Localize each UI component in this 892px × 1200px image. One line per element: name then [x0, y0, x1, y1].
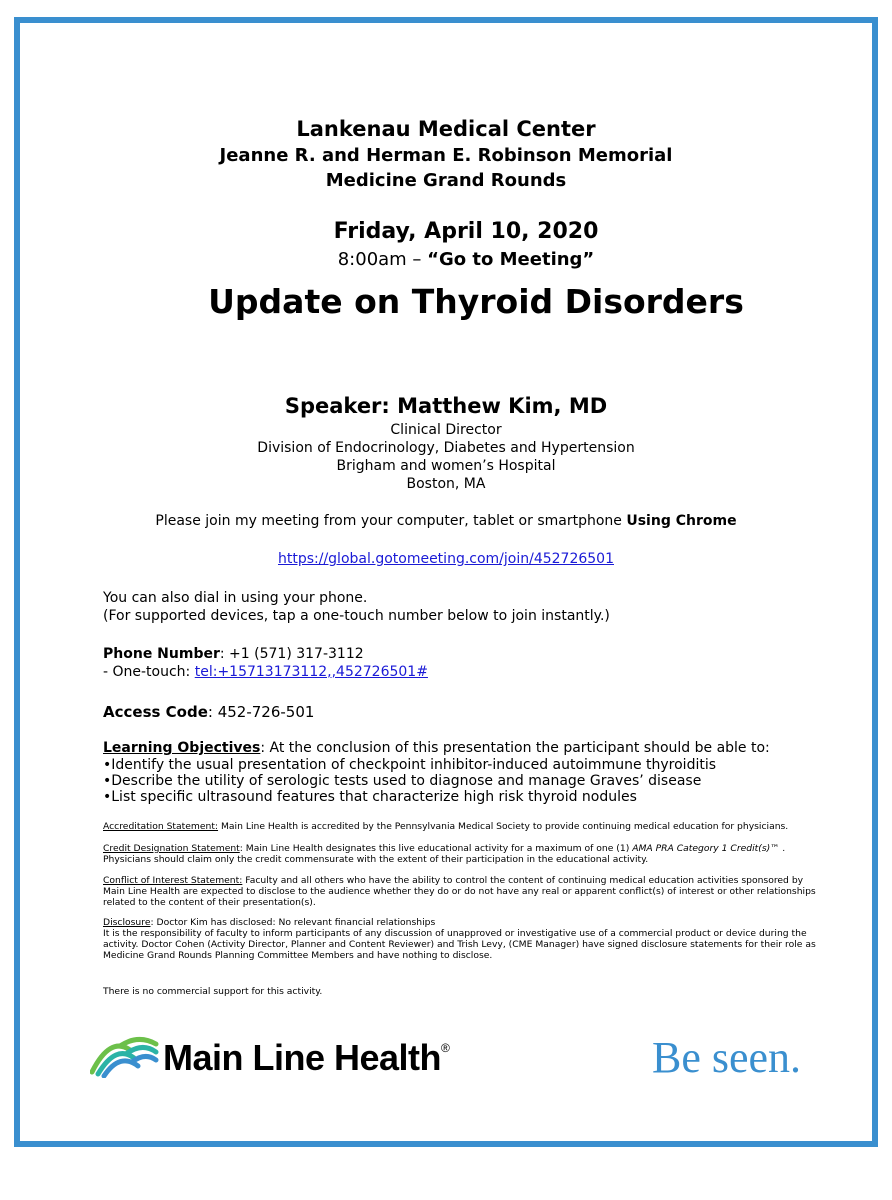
credit-label: Credit Designation Statement	[103, 843, 240, 854]
header-org: Lankenau Medical Center	[296, 117, 596, 141]
access-value: : 452-726-501	[207, 703, 315, 721]
accreditation-label: Accreditation Statement:	[103, 821, 219, 832]
disclosure-line-1: : Doctor Kim has disclosed: No relevant financial relationships	[150, 917, 436, 928]
header-series: Medicine Grand Rounds	[325, 170, 567, 191]
accreditation-statement	[103, 821, 788, 832]
disclosure-line-3: activity. Doctor Cohen (Activity Director, Planner and Content Reviewer) and Trish Levy, (CME Manager) have signed disclosure statements for their role as	[103, 939, 816, 950]
registered-mark: ®	[441, 1041, 450, 1055]
disclosure-label: Disclosure	[103, 917, 151, 928]
event-title: Update on Thyroid Disorders	[208, 282, 744, 321]
coi-line-1: Faculty and all others who have the ability to control the content of continuing medical education activities sponsored by	[242, 875, 804, 886]
credit-line-2: Physicians should claim only the credit commensurate with the extent of their participation in the educational activity.	[103, 854, 649, 865]
onetouch-link[interactable]: tel:+15713173112,,452726501#	[194, 664, 428, 680]
disclosure-statement	[103, 917, 816, 961]
credit-text-1: : Main Line Health designates this live educational activity for a maximum of one (1)	[239, 843, 633, 854]
phone-label: Phone Number	[103, 646, 220, 662]
dial-line-1: You can also dial in using your phone.	[103, 590, 368, 606]
event-date: Friday, April 10, 2020	[333, 219, 599, 244]
event-time: 8:00am –	[337, 249, 428, 270]
event-venue: “Go to Meeting”	[427, 249, 595, 270]
objectives-intro-line	[103, 740, 770, 756]
phone-value: : +1 (571) 317-3112	[219, 646, 364, 662]
accreditation-text: Main Line Health is accredited by the Pennsylvania Medical Society to provide continuing medical education for physicians.	[218, 821, 789, 832]
objective-item: •Describe the utility of serologic tests used to diagnose and manage Graves’ disease	[103, 773, 702, 789]
event-time-line	[20, 249, 892, 270]
coi-statement	[103, 875, 816, 908]
onetouch-label: - One-touch:	[103, 664, 195, 680]
speaker-division: Division of Endocrinology, Diabetes and Hypertension	[257, 440, 635, 456]
speaker-hospital: Brigham and women’s Hospital	[336, 458, 556, 474]
meeting-link[interactable]: https://global.gotomeeting.com/join/452726501	[277, 551, 614, 567]
join-instructions	[0, 513, 892, 529]
speaker-location: Boston, MA	[406, 476, 486, 492]
coi-label: Conflict of Interest Statement:	[103, 875, 243, 886]
onetouch-line	[103, 664, 428, 680]
dial-line-2: (For supported devices, tap a one-touch number below to join instantly.)	[103, 608, 610, 624]
credit-italic: AMA PRA Category 1 Credit(s)™	[632, 843, 780, 854]
main-line-health-logo-icon	[90, 1032, 160, 1078]
access-line	[103, 703, 314, 721]
speaker-heading: Speaker: Matthew Kim, MD	[284, 394, 608, 418]
coi-line-3: related to the content of their presentation(s).	[103, 897, 316, 908]
header-memorial: Jeanne R. and Herman E. Robinson Memorial	[219, 145, 673, 166]
objectives-label: Learning Objectives	[103, 740, 261, 756]
objectives-intro: : At the conclusion of this presentation the participant should be able to:	[260, 740, 770, 756]
credit-text-2: .	[779, 843, 786, 854]
objective-item: •List specific ultrasound features that characterize high risk thyroid nodules	[103, 789, 637, 805]
credit-statement	[103, 843, 785, 865]
phone-line	[103, 646, 364, 662]
disclosure-line-2: It is the responsibility of faculty to inform participants of any discussion of unapproved or investigative use of a commercial product or device during the	[103, 928, 807, 939]
tagline: Be seen.	[652, 1033, 802, 1082]
access-label: Access Code	[103, 703, 208, 721]
disclosure-line-4: Medicine Grand Rounds Planning Committee Members and have nothing to disclose.	[103, 950, 493, 961]
commercial-support: There is no commercial support for this activity.	[103, 986, 323, 997]
join-text: Please join my meeting from your computer, tablet or smartphone	[155, 513, 627, 529]
brand-name	[163, 1037, 449, 1079]
join-bold: Using Chrome	[626, 513, 737, 529]
objective-item: •Identify the usual presentation of checkpoint inhibitor-induced autoimmune thyroiditis	[103, 757, 717, 773]
brand-text: Main Line Health	[163, 1037, 442, 1078]
speaker-role: Clinical Director	[390, 422, 502, 438]
coi-line-2: Main Line Health are expected to disclose to the audience whether they do or do not have any real or apparent conflict(s) of interest or other relationships	[103, 886, 816, 897]
